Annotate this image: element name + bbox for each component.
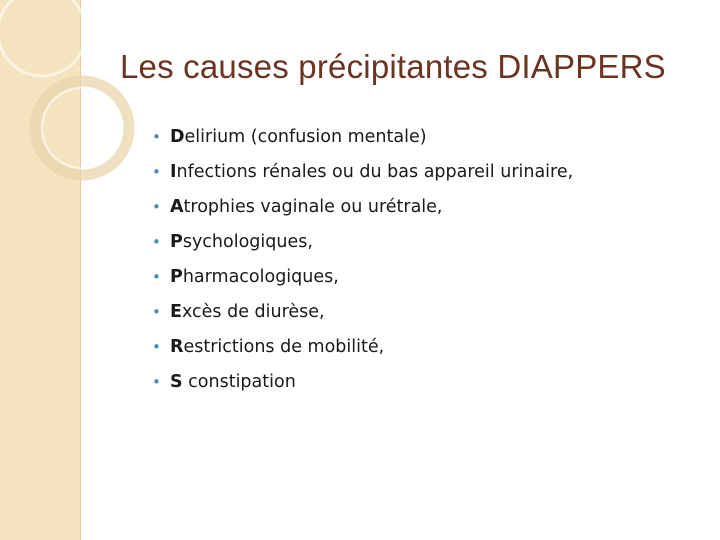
- bullet-item: [152, 190, 573, 225]
- bullet-text: sychologiques,: [182, 232, 313, 252]
- bullet-item: [152, 330, 573, 365]
- bullet-initial: D: [170, 127, 185, 147]
- bullet-text: xcès de diurèse,: [181, 302, 325, 322]
- bullet-list: [152, 120, 573, 400]
- bullet-item: [152, 365, 573, 400]
- bullet-item: [152, 120, 573, 155]
- bullet-text: constipation: [182, 372, 296, 392]
- bullet-initial: A: [170, 197, 184, 217]
- bullet-initial: I: [170, 162, 177, 182]
- bullet-item: [152, 155, 573, 190]
- bullet-initial: E: [170, 302, 182, 322]
- bullet-item: [152, 225, 573, 260]
- bullet-initial: S: [170, 372, 183, 392]
- bullet-text: trophies vaginale ou urétrale,: [183, 197, 443, 217]
- bullet-initial: R: [170, 337, 184, 357]
- bullet-text: nfections rénales ou du bas appareil urinaire,: [176, 162, 574, 182]
- bullet-text: elirium (confusion mentale): [184, 127, 427, 147]
- slide-title: Les causes précipitantes DIAPPERS: [120, 48, 666, 85]
- bullet-text: estrictions de mobilité,: [183, 337, 385, 357]
- bullet-initial: P: [170, 232, 183, 252]
- bullet-initial: P: [170, 267, 183, 287]
- bullet-text: harmacologiques,: [182, 267, 339, 287]
- decorative-rings: [0, 0, 140, 200]
- bullet-item: [152, 295, 573, 330]
- bullet-item: [152, 260, 573, 295]
